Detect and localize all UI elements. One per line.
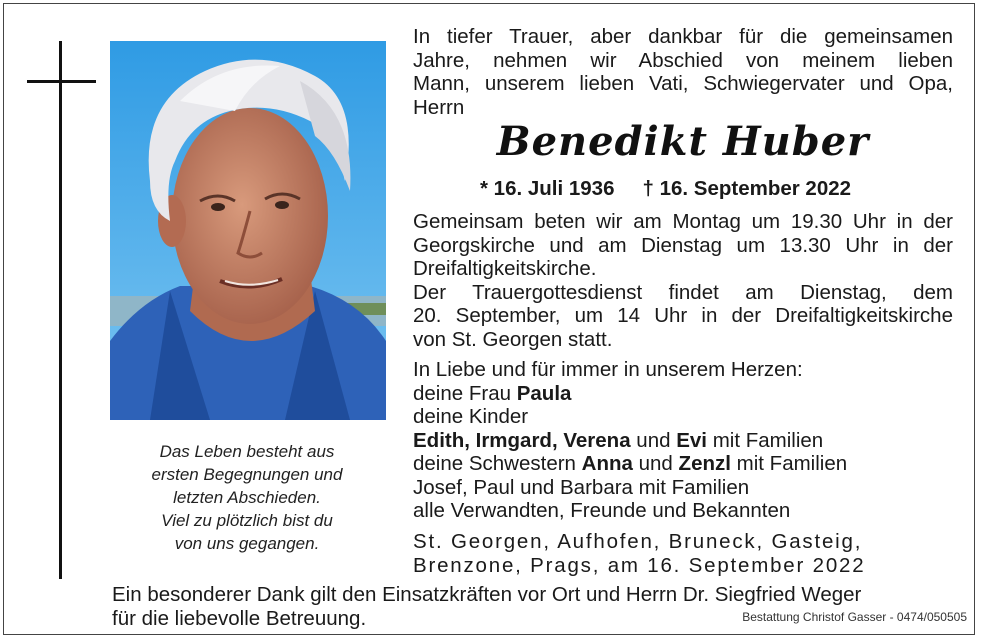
quote-line: von uns gegangen. [174,534,320,553]
quote-line: letzten Abschieden. [173,488,321,507]
sisters-prefix: deine Schwestern [413,452,576,475]
intro-line: Herrn [413,95,465,119]
sister-first: Anna [581,452,633,475]
prayer-line: 20. September, um 14 Uhr in der Dreifaltigkeitskirche [413,304,953,327]
quote-line: Viel zu plötzlich bist du [161,511,333,530]
children-last: Evi [676,428,707,452]
prayer-line: Gemeinsam beten wir am Montag um 19.30 Uhr in der [413,210,953,233]
family-intro: In Liebe und für immer in unserem Herzen: [413,358,803,381]
children-names: Edith, Irmgard, Verena [413,428,631,452]
family-list [413,358,953,523]
prayer-line: Georgskirche und am Dienstag um 13.30 Uhr in der [413,233,953,257]
family-children [413,429,953,453]
sister-second: Zenzl [678,452,731,475]
intro-line: Jahre, nehmen wir Abschied von meinem lieben [413,48,953,72]
places-line: Brenzone, Prags, am 16. September 2022 [413,553,866,577]
intro-text [413,25,953,119]
birth-date: * 16. Juli 1936 [480,177,615,200]
quote-line: ersten Begegnungen und [151,465,343,484]
undertaker-credit: Bestattung Christof Gasser - 0474/050505 [742,610,967,624]
children-suffix: mit Familien [712,428,824,452]
places-date [413,530,953,577]
cross-icon-bar [27,80,96,83]
deceased-name: Benedikt Huber [496,118,870,165]
portrait-photo [110,41,386,420]
family-others: Josef, Paul und Barbara mit Familien [413,475,750,499]
prayer-line: Dreifaltigkeitskirche. [413,257,597,280]
death-date: † 16. September 2022 [642,177,852,200]
portrait-illustration [110,41,386,420]
family-closing: alle Verwandten, Freunde und Bekannten [413,499,791,522]
prayer-line: Der Trauergottesdienst findet am Dienstag, dem [413,280,953,304]
sisters-and: und [638,452,673,475]
memorial-quote [112,440,382,555]
intro-line: Mann, unserem lieben Vati, Schwiegervater und Opa, [413,72,953,95]
thanks-line: Ein besonderer Dank gilt den Einsatzkräften vor Ort und Herrn Dr. Siegfried Weger [112,583,862,606]
places-line: St. Georgen, Aufhofen, Bruneck, Gasteig, [413,530,863,553]
intro-line: In tiefer Trauer, aber dankbar für die gemeinsamen [413,25,953,48]
prayer-text [413,210,953,351]
sisters-suffix: mit Familien [736,452,848,475]
children-and: und [636,428,671,452]
family-sisters [413,452,953,476]
quote-line: Das Leben besteht aus [159,442,335,461]
cross-icon [59,41,62,579]
children-label: deine Kinder [413,405,529,428]
wife-name: Paula [516,381,572,405]
family-wife [413,382,953,406]
wife-prefix: deine Frau [413,381,512,405]
thanks-line: für die liebevolle Betreuung. [112,606,367,630]
prayer-line: von St. Georgen statt. [413,327,613,351]
life-dates [480,177,851,201]
